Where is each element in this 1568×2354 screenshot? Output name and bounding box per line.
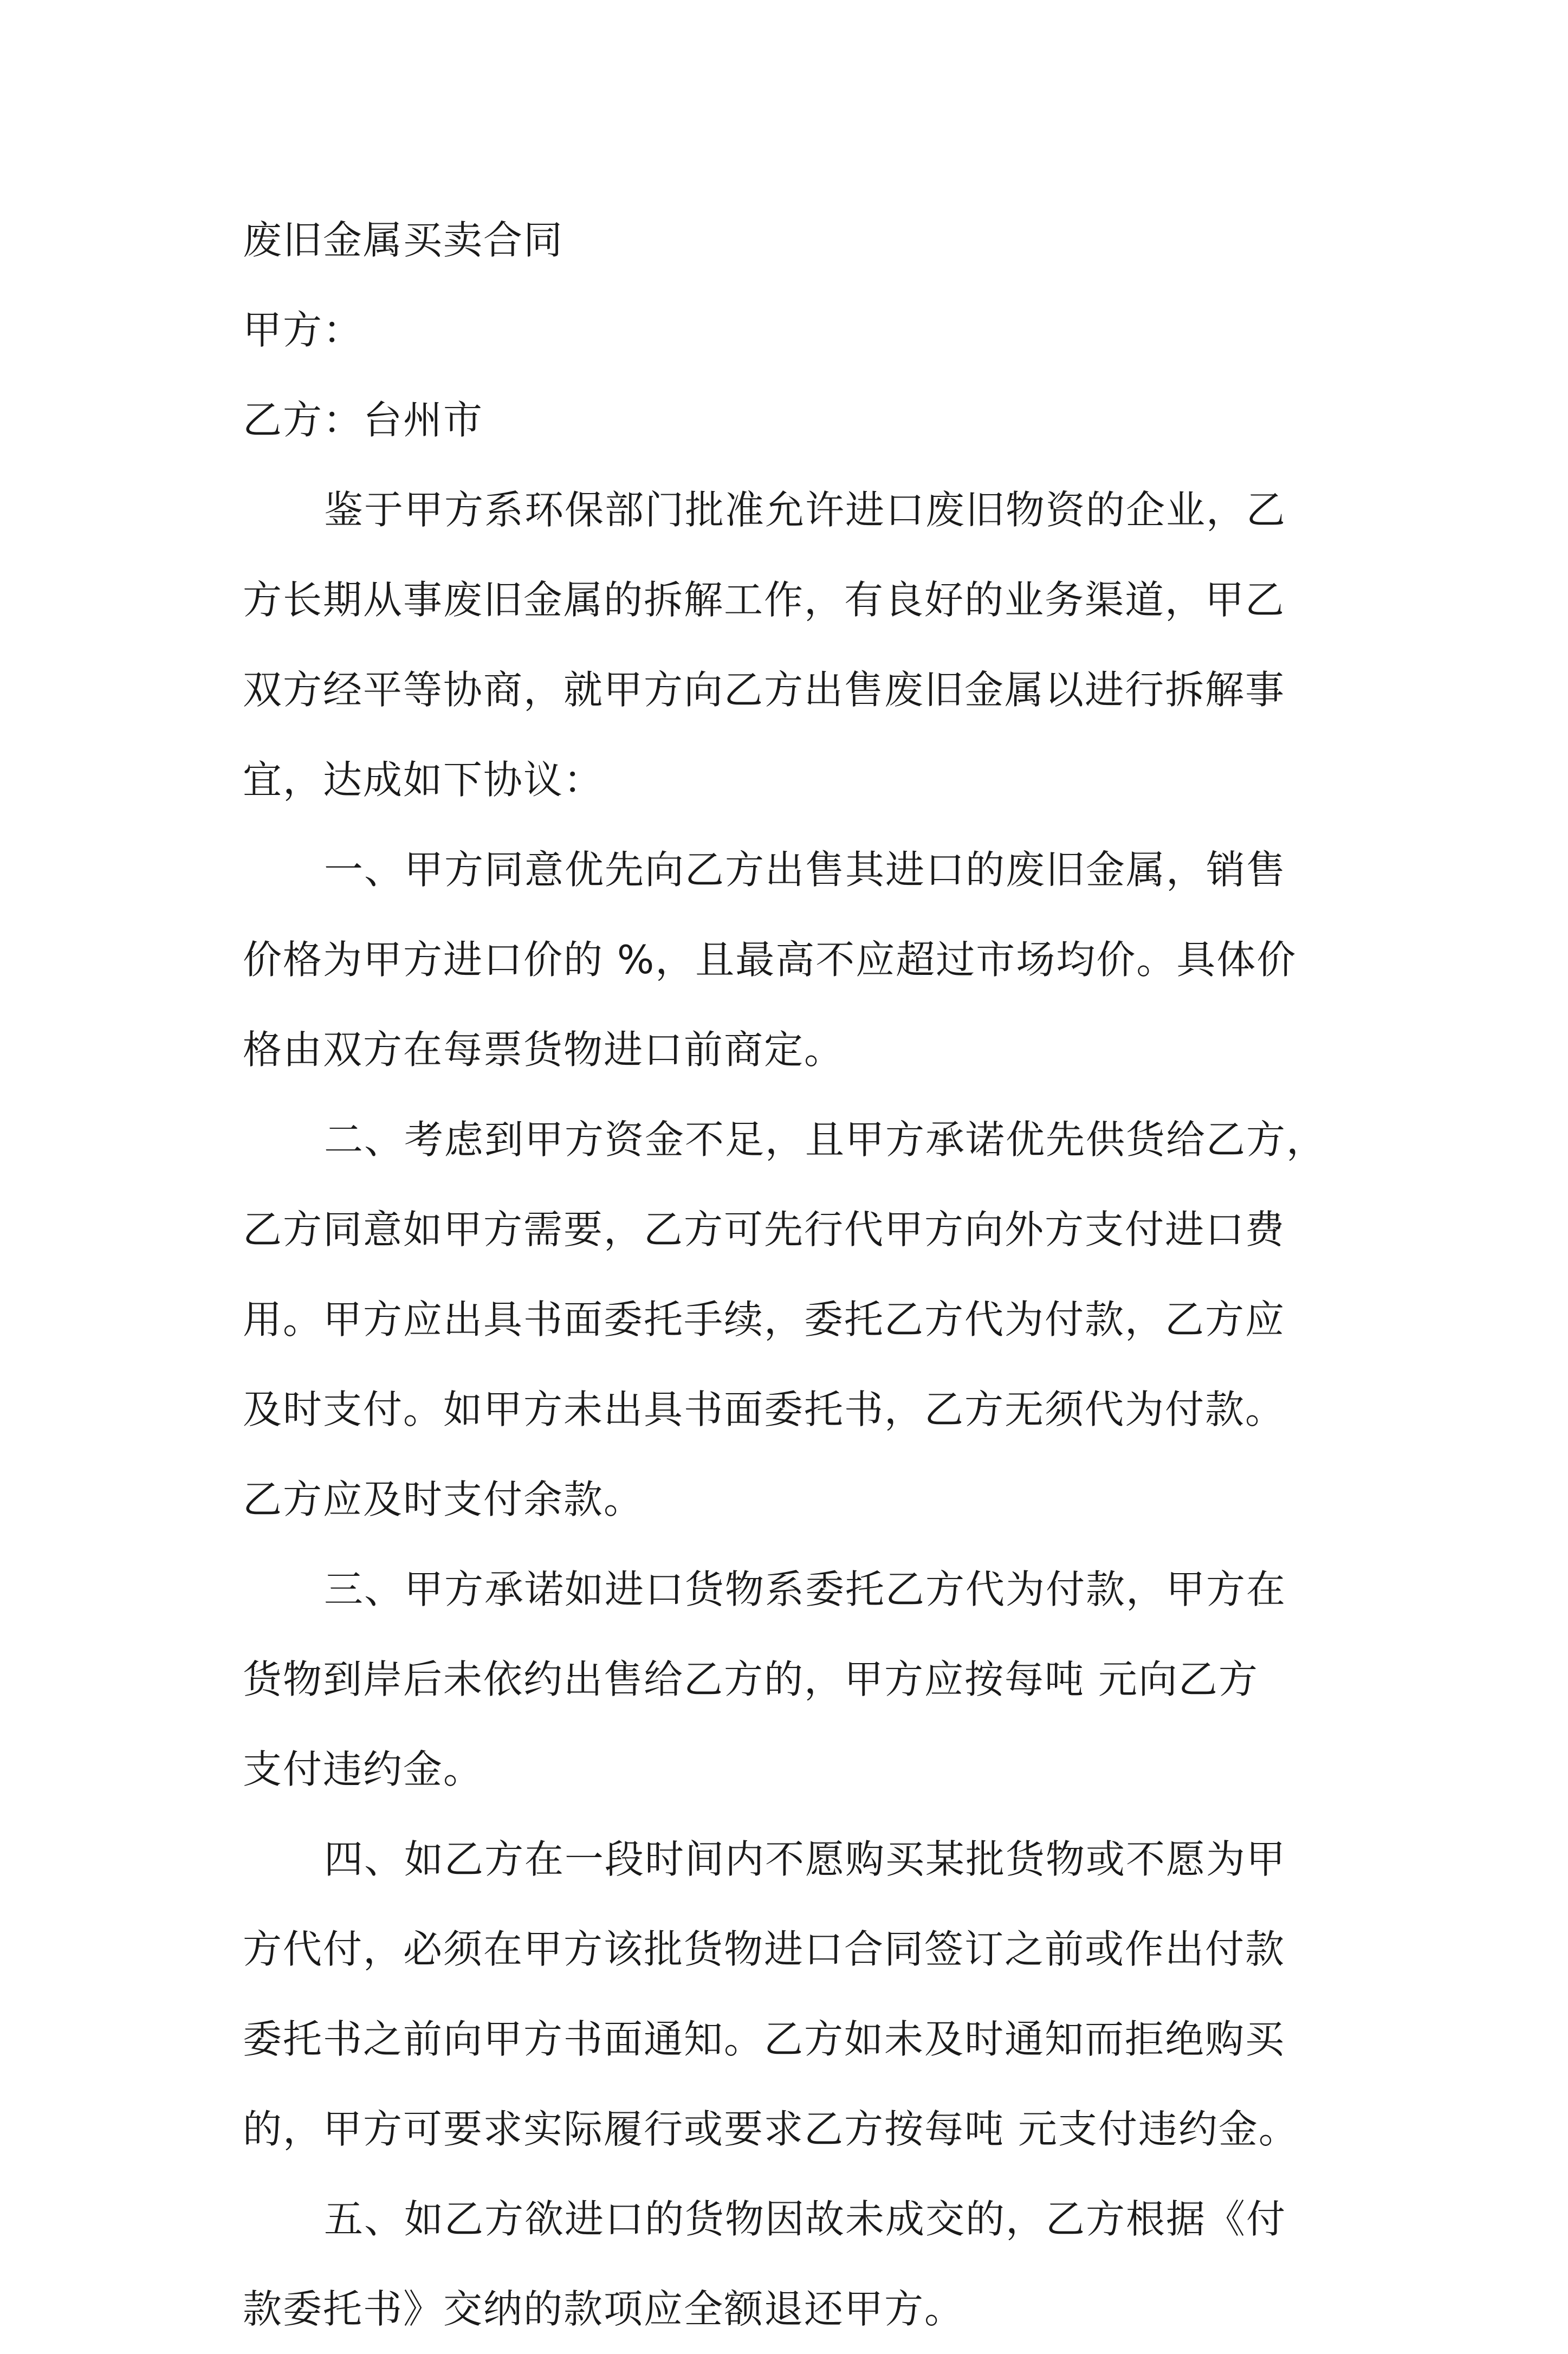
clause-5-line-2: 款委托书》交纳的款项应全额退还甲方。 bbox=[243, 2286, 965, 2332]
document-body bbox=[243, 195, 1326, 2354]
clause-3-line-3: 支付违约金。 bbox=[243, 1747, 484, 1792]
clause-1-line-3: 格由双方在每票货物进口前商定。 bbox=[243, 1027, 845, 1072]
preamble-line-4: 宜，达成如下协议： bbox=[243, 757, 604, 803]
clause-4-line-3: 委托书之前向甲方书面通知。乙方如未及时通知而拒绝购买 bbox=[243, 2016, 1286, 2062]
clause-4-line-4: 的，甲方可要求实际履行或要求乙方按每吨 元支付违约金。 bbox=[243, 2106, 1299, 2152]
preamble-line-2: 方长期从事废旧金属的拆解工作，有良好的业务渠道，甲乙 bbox=[243, 577, 1286, 623]
clause-1-line-1: 一、甲方同意优先向乙方出售其进口的废旧金属，销售 bbox=[324, 847, 1287, 893]
clause-4-line-1: 四、如乙方在一段时间内不愿购买某批货物或不愿为甲 bbox=[324, 1836, 1287, 1882]
clause-1-line-2: 价格为甲方进口价的 %，且最高不应超过市场均价。具体价 bbox=[243, 937, 1297, 982]
clause-5-line-1: 五、如乙方欲进口的货物因故未成交的，乙方根据《付 bbox=[324, 2196, 1287, 2242]
party-b-line: 乙方：台州市 bbox=[243, 397, 484, 443]
clause-2-line-2: 乙方同意如甲方需要，乙方可先行代甲方向外方支付进口费 bbox=[243, 1207, 1286, 1252]
clause-4-line-2: 方代付，必须在甲方该批货物进口合同签订之前或作出付款 bbox=[243, 1926, 1286, 1972]
clause-2-line-1: 二、考虑到甲方资金不足，且甲方承诺优先供货给乙方， bbox=[324, 1117, 1327, 1162]
clause-3-line-1: 三、甲方承诺如进口货物系委托乙方代为付款，甲方在 bbox=[324, 1567, 1287, 1612]
clause-3-line-2: 货物到岸后未依约出售给乙方的，甲方应按每吨 元向乙方 bbox=[243, 1657, 1259, 1702]
clause-2-line-4: 及时支付。如甲方未出具书面委托书，乙方无须代为付款。 bbox=[243, 1387, 1286, 1432]
preamble-line-1: 鉴于甲方系环保部门批准允许进口废旧物资的企业，乙 bbox=[324, 487, 1287, 533]
document-title: 废旧金属买卖合同 bbox=[243, 217, 564, 263]
clause-2-line-3: 用。甲方应出具书面委托手续，委托乙方代为付款，乙方应 bbox=[243, 1297, 1286, 1342]
party-a-line: 甲方： bbox=[243, 307, 364, 353]
preamble-line-3: 双方经平等协商，就甲方向乙方出售废旧金属以进行拆解事 bbox=[243, 667, 1286, 713]
clause-2-line-5: 乙方应及时支付余款。 bbox=[243, 1477, 644, 1522]
